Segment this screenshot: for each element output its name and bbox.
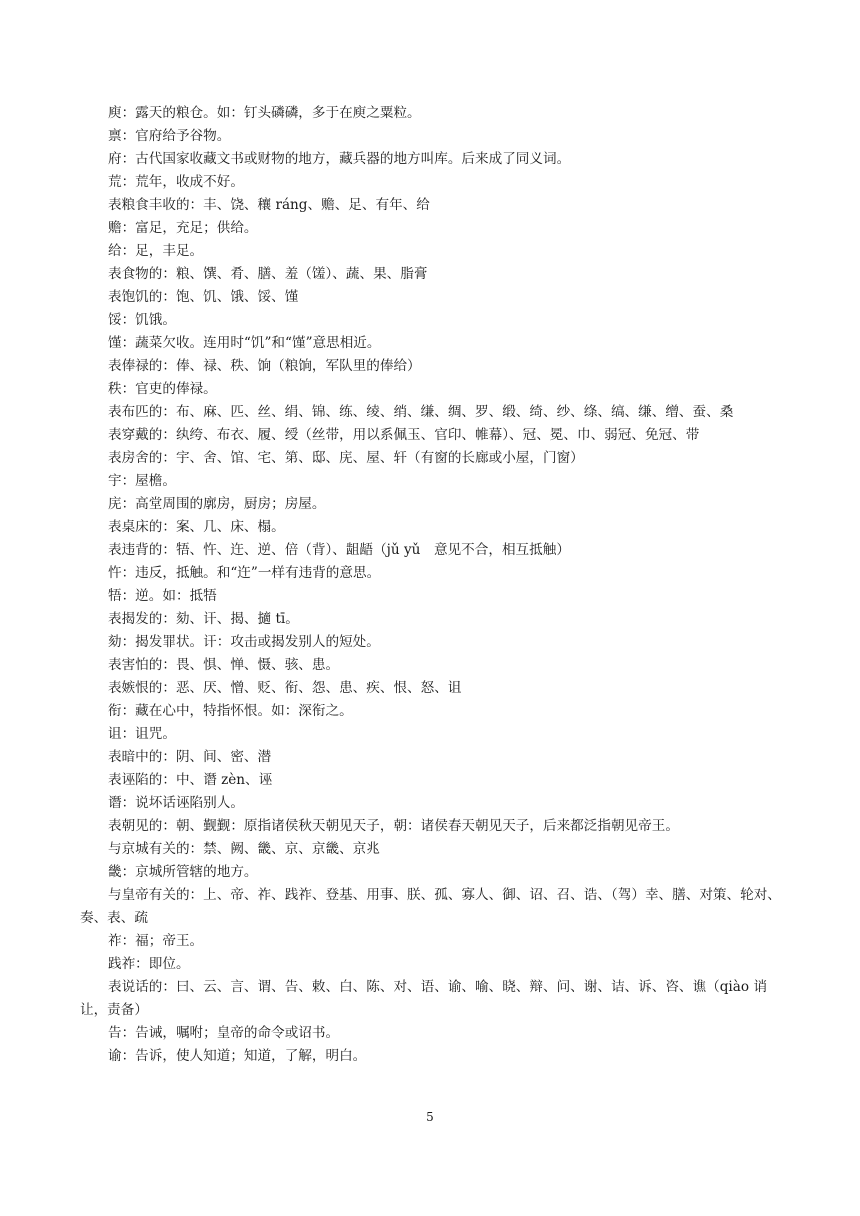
paragraph: 表俸禄的：俸、禄、秩、饷（粮饷，军队里的俸给） xyxy=(108,358,421,374)
paragraph: 劾：揭发罪状。讦：攻击或揭发别人的短处。 xyxy=(108,634,380,650)
paragraph: 表违背的：牾、忤、迕、逆、倍（背）、龃龉（jǔ yǔ 意见不合，相互抵触） xyxy=(108,542,570,558)
paragraph: 庾：露天的粮仓。如：钉头磷磷，多于在庾之粟粒。 xyxy=(108,105,421,121)
paragraph: 忤：违反，抵触。和“迕”一样有违背的意思。 xyxy=(108,565,381,581)
paragraph: 谕：告诉，使人知道；知道，了解，明白。 xyxy=(108,1048,367,1064)
paragraph: 表房舍的：宇、舍、馆、宅、第、邸、庑、屋、轩（有窗的长廊或小屋，门窗） xyxy=(108,450,584,466)
paragraph: 荒：荒年，收成不好。 xyxy=(108,174,244,190)
paragraph: 表嫉恨的：恶、厌、憎、贬、衔、怨、患、疾、恨、怒、诅 xyxy=(108,680,462,696)
paragraph: 告：告诫，嘱咐；皇帝的命令或诏书。 xyxy=(108,1025,340,1041)
paragraph: 践祚：即位。 xyxy=(108,956,190,972)
paragraph: 祚：福；帝王。 xyxy=(108,933,204,949)
paragraph: 馁：饥饿。 xyxy=(108,312,176,328)
paragraph: 表桌床的：案、几、床、榻。 xyxy=(108,519,285,535)
paragraph: 畿：京城所管辖的地方。 xyxy=(108,864,258,880)
paragraph: 表布匹的：布、麻、匹、丝、绢、锦、练、绫、绡、缣、绸、罗、缎、绮、纱、绦、缟、缣、缯、蚕、桑 xyxy=(108,404,734,420)
paragraph: 牾：逆。如：抵牾 xyxy=(108,588,217,604)
paragraph: 给：足，丰足。 xyxy=(108,243,204,259)
paragraph: 府：古代国家收藏文书或财物的地方，藏兵器的地方叫库。后来成了同义词。 xyxy=(108,151,571,167)
paragraph: 表朝见的：朝、觐觐：原指诸侯秋天朝见天子，朝：诸侯春天朝见天子，后来都泛指朝见帝王。 xyxy=(108,818,679,834)
paragraph: 表害怕的：畏、惧、惮、慑、骇、患。 xyxy=(108,657,340,673)
paragraph: 表诬陷的：中、谮 zèn、诬 xyxy=(108,772,273,788)
paragraph: 秩：官吏的俸禄。 xyxy=(108,381,217,397)
paragraph: 表揭发的：劾、讦、揭、擿 tī。 xyxy=(108,611,299,627)
paragraph: 表食物的：粮、馔、肴、膳、羞（馐）、蔬、果、脂膏 xyxy=(108,266,428,282)
paragraph: 禀：官府给予谷物。 xyxy=(108,128,231,144)
paragraph: 与京城有关的：禁、阙、畿、京、京畿、京兆 xyxy=(108,841,380,857)
paragraph: 与皇帝有关的：上、帝、祚、践祚、登基、用事、朕、孤、寡人、御、诏、召、诰、（驾）幸、膳、对策、轮对、奏、表、疏 xyxy=(80,887,781,926)
page-number: 5 xyxy=(426,1110,434,1124)
paragraph: 表说话的：曰、云、言、谓、告、敕、白、陈、对、语、谕、喻、晓、辩、问、谢、诘、诉、咨、谯（qiào 诮让，责备） xyxy=(80,979,767,1018)
paragraph: 表粮食丰收的：丰、饶、穰 ráng、赡、足、有年、给 xyxy=(108,197,430,213)
paragraph: 宇：屋檐。 xyxy=(108,473,176,489)
paragraph: 馑：蔬菜欠收。连用时“饥”和“馑”意思相近。 xyxy=(108,335,381,351)
paragraph: 谮：说坏话诬陷别人。 xyxy=(108,795,244,811)
paragraph: 表饱饥的：饱、饥、饿、馁、馑 xyxy=(108,289,299,305)
paragraph: 衔：藏在心中，特指怀恨。如：深衔之。 xyxy=(108,703,353,719)
page-content xyxy=(80,102,786,1068)
paragraph: 表穿戴的：纨绔、布衣、履、绶（丝带，用以系佩玉、官印、帷幕）、冠、冕、巾、弱冠、免冠、带 xyxy=(108,427,700,443)
paragraph: 庑：高堂周围的廓房，厨房；房屋。 xyxy=(108,496,326,512)
paragraph: 诅：诅咒。 xyxy=(108,726,176,742)
paragraph: 赡：富足，充足；供给。 xyxy=(108,220,258,236)
paragraph: 表暗中的：阴、间、密、潜 xyxy=(108,749,272,765)
